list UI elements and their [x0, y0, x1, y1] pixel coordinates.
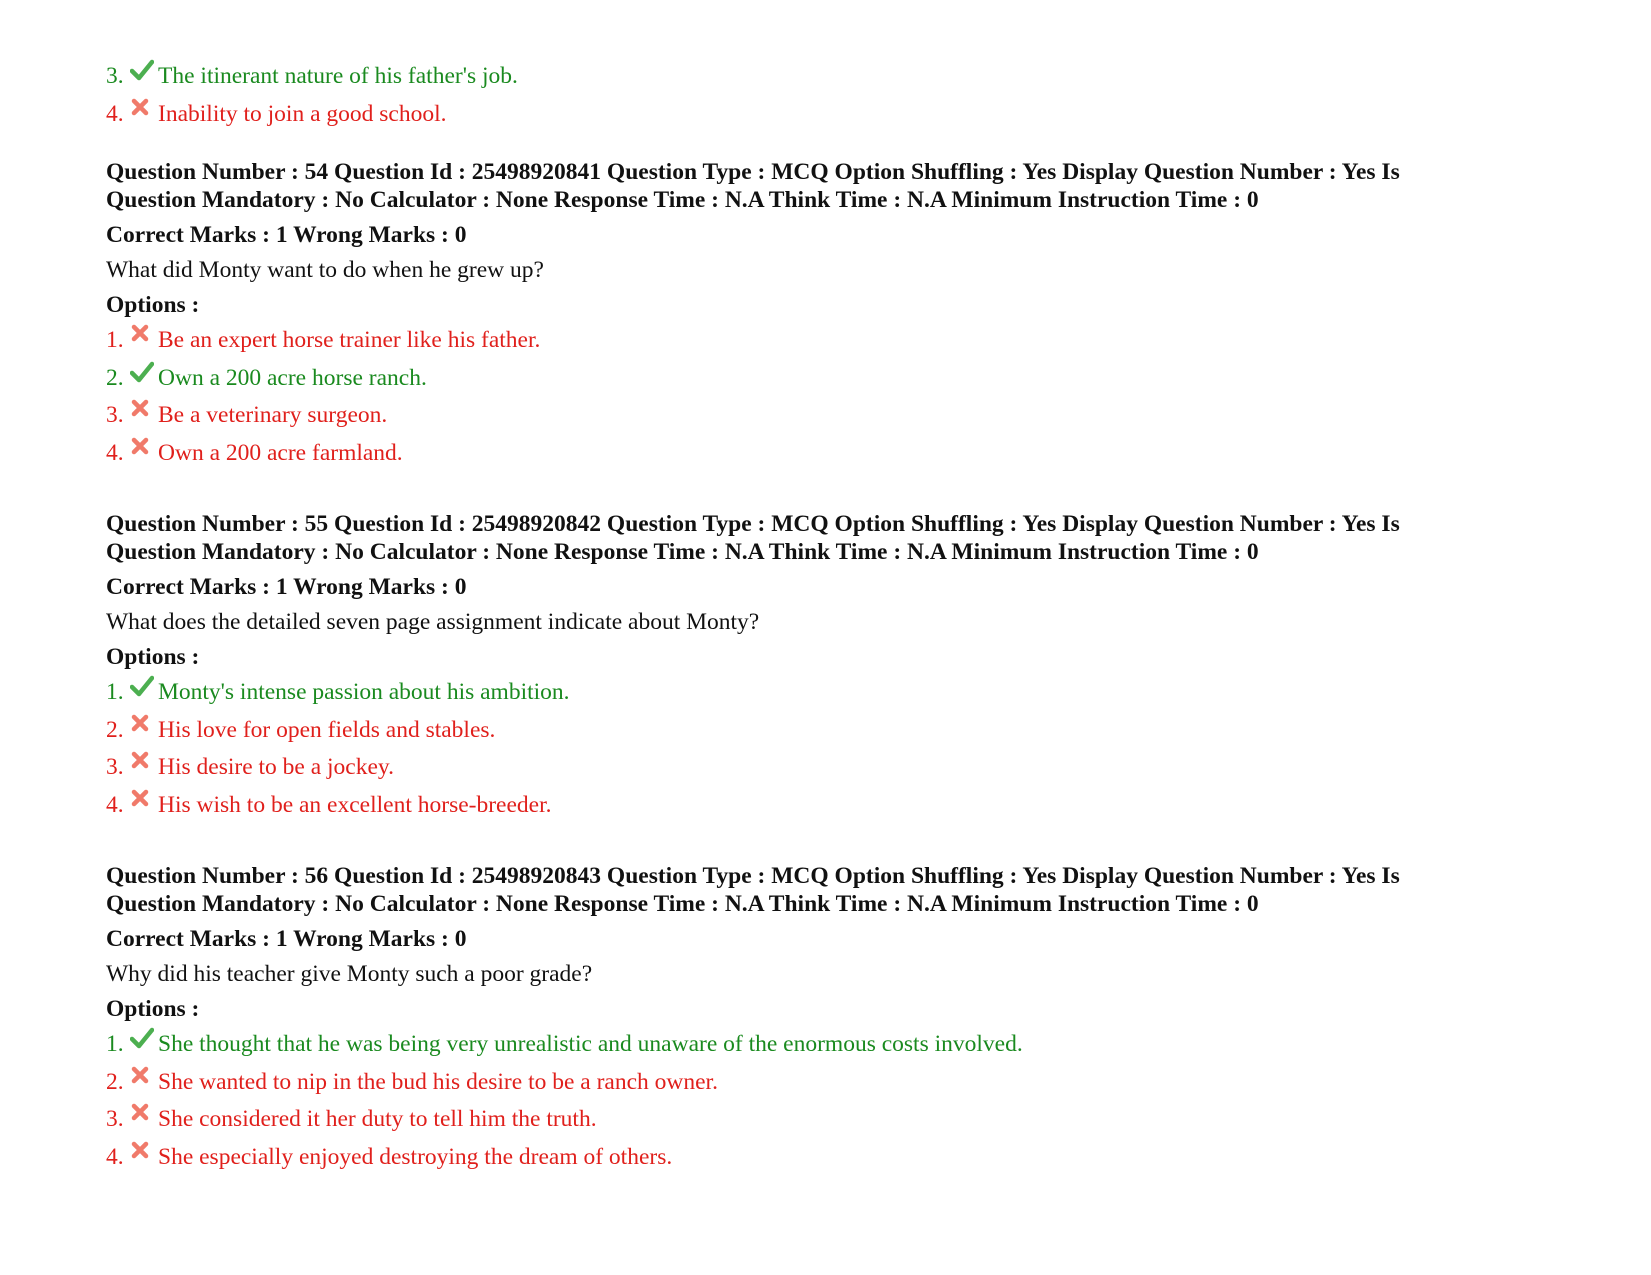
options-label: Options :	[106, 996, 200, 1022]
option-row	[106, 96, 1566, 134]
option-text: Be a veterinary surgeon.	[158, 402, 388, 428]
option-row	[106, 712, 1566, 750]
question-text: What does the detailed seven page assignment indicate about Monty?	[106, 609, 760, 635]
option-number: 4.	[106, 439, 124, 466]
question-marks: Correct Marks : 1 Wrong Marks : 0	[106, 926, 467, 952]
option-number: 2.	[106, 716, 124, 743]
cross-icon	[130, 97, 158, 121]
option-text: Own a 200 acre horse ranch.	[158, 364, 427, 391]
question-text: Why did his teacher give Monty such a poor grade?	[106, 961, 593, 987]
question-block	[106, 510, 1566, 824]
question-marks: Correct Marks : 1 Wrong Marks : 0	[106, 222, 467, 248]
option-number: 2.	[106, 364, 124, 391]
option-text: Inability to join a good school.	[158, 100, 447, 127]
cross-icon	[130, 750, 158, 774]
options-label: Options :	[106, 644, 200, 670]
check-icon	[130, 675, 158, 699]
option-text: His desire to be a jockey.	[158, 754, 395, 780]
option-row	[106, 1026, 1566, 1064]
option-row	[106, 1101, 1566, 1139]
option-number: 2.	[106, 1068, 124, 1095]
option-row	[106, 58, 1566, 96]
question-meta-line-2: Question Mandatory : No Calculator : None Response Time : N.A Think Time : N.A Minimum Instruction Time : 0	[106, 187, 1259, 213]
option-number: 3.	[106, 402, 124, 428]
option-text: Be an expert horse trainer like his father.	[158, 327, 541, 353]
cross-icon	[130, 788, 158, 812]
option-number: 4.	[106, 791, 124, 818]
question-block	[106, 158, 1566, 472]
cross-icon	[130, 398, 158, 422]
question-meta-line-1: Question Number : 56 Question Id : 25498920843 Question Type : MCQ Option Shuffling : Yes Display Question Number : Yes Is	[106, 863, 1400, 889]
option-row	[106, 1064, 1566, 1102]
option-row	[106, 435, 1566, 473]
option-row	[106, 397, 1566, 435]
cross-icon	[130, 1102, 158, 1126]
question-meta-line-2: Question Mandatory : No Calculator : None Response Time : N.A Think Time : N.A Minimum Instruction Time : 0	[106, 539, 1259, 565]
option-text: Own a 200 acre farmland.	[158, 439, 403, 466]
option-number: 3.	[106, 63, 124, 89]
option-text: The itinerant nature of his father's job.	[158, 63, 518, 89]
cross-icon	[130, 1140, 158, 1164]
option-number: 4.	[106, 1143, 124, 1170]
question-marks: Correct Marks : 1 Wrong Marks : 0	[106, 574, 467, 600]
option-text: She wanted to nip in the bud his desire to be a ranch owner.	[158, 1068, 718, 1095]
option-text: She especially enjoyed destroying the dream of others.	[158, 1143, 673, 1170]
option-text: His love for open fields and stables.	[158, 716, 496, 743]
cross-icon	[130, 436, 158, 460]
option-row	[106, 1139, 1566, 1177]
option-row	[106, 322, 1566, 360]
check-icon	[130, 1027, 158, 1051]
question-text: What did Monty want to do when he grew up?	[106, 257, 544, 283]
check-icon	[130, 59, 158, 83]
question-meta-line-1: Question Number : 55 Question Id : 25498920842 Question Type : MCQ Option Shuffling : Yes Display Question Number : Yes Is	[106, 511, 1400, 537]
option-number: 1.	[106, 327, 124, 353]
option-row	[106, 787, 1566, 825]
carryover-options	[106, 58, 1566, 133]
cross-icon	[130, 713, 158, 737]
option-number: 3.	[106, 754, 124, 780]
options-label: Options :	[106, 292, 200, 318]
option-number: 4.	[106, 100, 124, 127]
option-row	[106, 749, 1566, 787]
option-text: She considered it her duty to tell him the truth.	[158, 1106, 597, 1132]
option-number: 3.	[106, 1106, 124, 1132]
option-row	[106, 674, 1566, 712]
option-text: His wish to be an excellent horse-breeder.	[158, 791, 552, 818]
check-icon	[130, 361, 158, 385]
option-number: 1.	[106, 1031, 124, 1057]
option-number: 1.	[106, 679, 124, 705]
option-row	[106, 360, 1566, 398]
option-text: She thought that he was being very unrealistic and unaware of the enormous costs involved.	[158, 1031, 1023, 1057]
question-meta-line-1: Question Number : 54 Question Id : 25498920841 Question Type : MCQ Option Shuffling : Yes Display Question Number : Yes Is	[106, 159, 1400, 185]
option-text: Monty's intense passion about his ambition.	[158, 679, 570, 705]
cross-icon	[130, 1065, 158, 1089]
cross-icon	[130, 323, 158, 347]
question-meta-line-2: Question Mandatory : No Calculator : None Response Time : N.A Think Time : N.A Minimum Instruction Time : 0	[106, 891, 1259, 917]
question-block	[106, 862, 1566, 1176]
